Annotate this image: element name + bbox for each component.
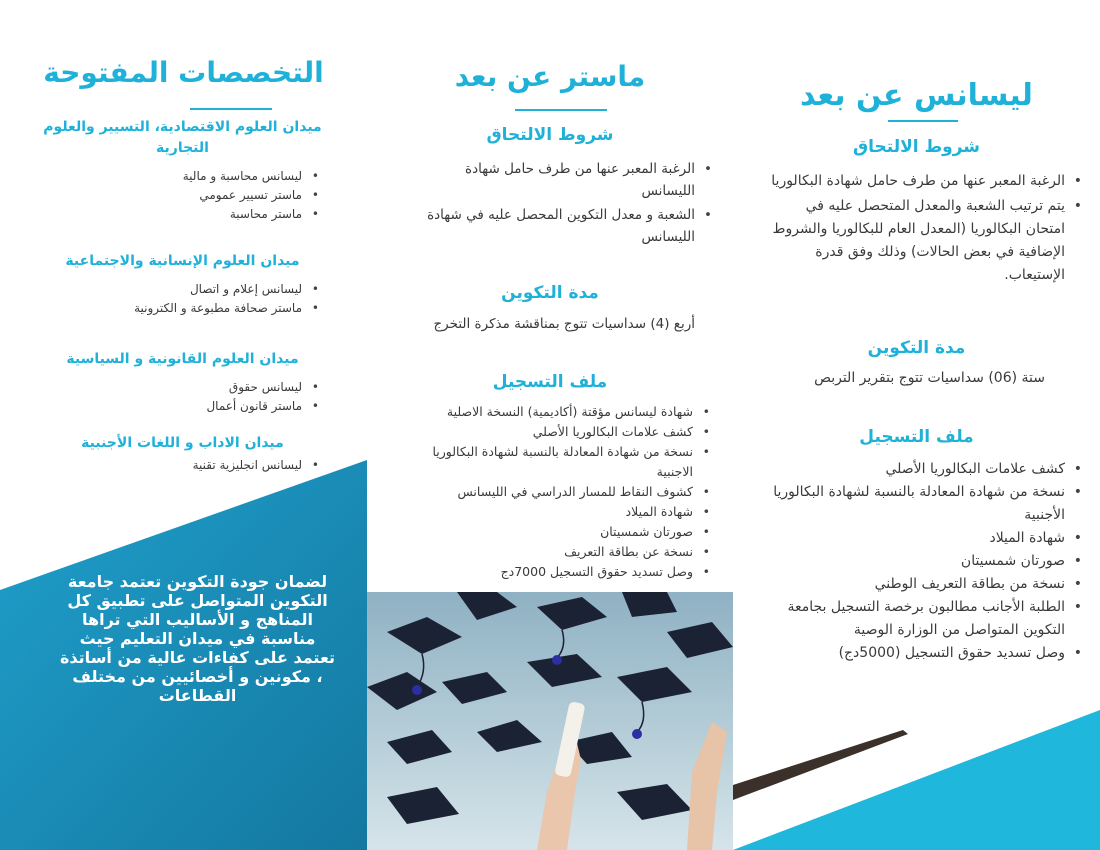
list-item: • وصل تسديد حقوق التسجيل 7000دج [393,562,693,582]
license-duration-text: ستة (06) سداسيات تتوج بتقرير التربص [814,370,1045,386]
title-underline [515,109,607,111]
master-duration-heading: مدة التكوين [501,283,599,303]
graduation-caps-photo [367,592,733,850]
list-item: • نسخة من بطاقة التعريف الوطني [765,573,1065,596]
list-item: • نسخة من شهادة المعادلة بالنسبة لشهادة البكالوريا الأجنبية [765,481,1065,527]
specializations-title: التخصصات المفتوحة [43,56,324,89]
field-law [30,349,335,416]
list-item: • صورتان شمسيتان [765,550,1065,573]
license-file-heading: ملف التسجيل [859,427,974,447]
list-item: • نسخة من شهادة المعادلة بالنسبة لشهادة البكالوريا الاجنبية [393,442,693,482]
field-list [30,378,335,416]
field-list [30,280,335,318]
list-item: • كشف علامات البكالوريا الأصلي [765,458,1065,481]
list-item: • ماستر قانون أعمال [30,397,302,416]
license-admission-list [765,170,1087,287]
list-item: • صورتان شمسيتان [393,522,693,542]
list-item: • يتم ترتيب الشعبة والمعدل المتحصل عليه في امتحان البكالوريا (المعدل العام للبكالوريا والشروط الإضافية في بعض الحالات) وذلك وفق قدرة الإستيعاب. [765,195,1065,287]
list-item: • وصل تسديد حقوق التسجيل (5000دج) [765,642,1065,665]
list-item: • ماستر تسيير عمومي [30,186,302,205]
corner-blue-shape [733,710,1100,850]
master-admission-list [427,158,717,248]
list-item: • ماستر محاسبة [30,205,302,224]
list-item: • ليسانس حقوق [30,378,302,397]
field-humanities [30,251,335,318]
field-heading: ميدان الاداب و اللغات الأجنبية [81,435,284,451]
master-admission-heading: شروط الالتحاق [486,125,614,145]
quote-text: لضمان جودة التكوين تعتمد جامعة التكوين المتواصل على تطبيق كل المناهج و الأساليب التي تراها مناسبة في ميدان التعليم حيث تعتمد على كفاءات عالية من أساتذة ، مكونين و أخصائيين من مختلف القطاعات [59,572,335,705]
master-file-list [393,402,715,582]
list-item: • كشف علامات البكالوريا الأصلي [393,422,693,442]
title-underline [190,108,272,110]
field-economics [30,117,335,224]
title-underline [888,120,958,122]
list-item: • شهادة ليسانس مؤقتة (أكاديمية) النسخة الاصلية [393,402,693,422]
list-item: • الرغبة المعبر عنها من طرف حامل شهادة البكالوريا [765,170,1065,193]
license-admission-heading: شروط الالتحاق [852,137,981,157]
list-item: • الشعبة و معدل التكوين المحصل عليه في شهادة الليسانس [427,204,695,248]
list-item: • الرغبة المعبر عنها من طرف حامل شهادة الليسانس [427,158,695,202]
list-item: • الطلبة الأجانب مطالبون برخصة التسجيل بجامعة التكوين المتواصل من الوزارة الوصية [765,596,1065,642]
license-duration-heading: مدة التكوين [867,338,966,358]
field-list [30,167,335,224]
field-heading: ميدان العلوم الإنسانية والاجتماعية [65,253,300,269]
list-item: • ليسانس إعلام و اتصال [30,280,302,299]
corner-brown-stripe [733,730,908,800]
list-item: • ليسانس محاسبة و مالية [30,167,302,186]
field-heading: ميدان العلوم الاقتصادية، التسيير والعلوم التجارية [43,119,322,156]
list-item: • ماستر صحافة مطبوعة و الكترونية [30,299,302,318]
list-item: • شهادة الميلاد [765,527,1065,550]
master-duration-text: أربع (4) سداسيات تتوج بمناقشة مذكرة التخرج [433,316,695,332]
master-file-heading: ملف التسجيل [492,372,608,392]
list-item: • نسخة عن بطاقة التعريف [393,542,693,562]
list-item: • كشوف النقاط للمسار الدراسي في الليسانس [393,482,693,502]
list-item: • شهادة الميلاد [393,502,693,522]
list-item: • ليسانس انجليزية تقنية [30,456,302,475]
master-title: ماستر عن بعد [454,60,646,93]
license-file-list [765,458,1087,665]
license-title: ليسانس عن بعد [800,78,1033,113]
field-heading: ميدان العلوم القانونية و السياسية [66,351,299,367]
corner-decoration [733,670,1100,850]
